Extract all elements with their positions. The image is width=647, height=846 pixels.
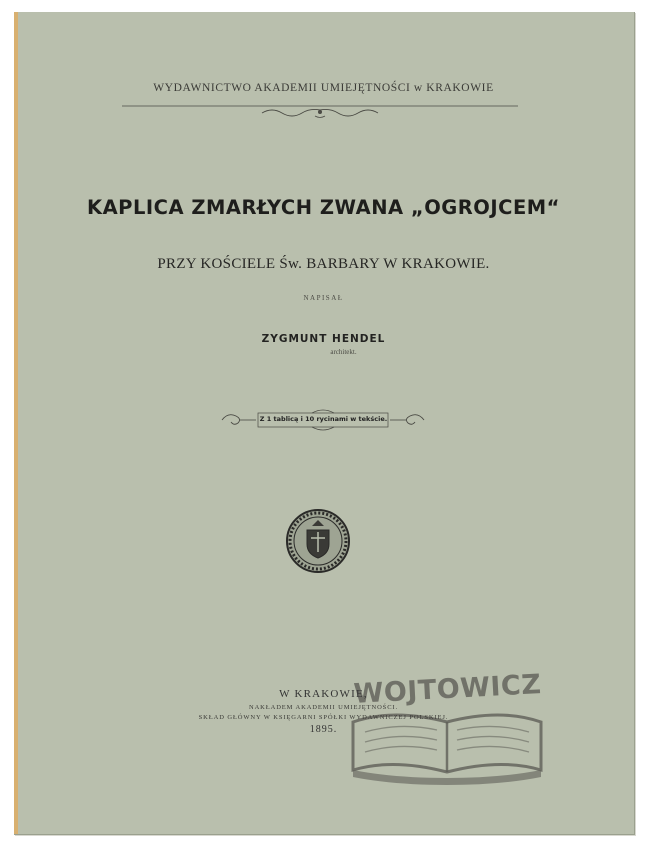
book-subtitle: PRZY KOŚCIELE Św. BARBARY W KRAKOWIE.: [157, 256, 490, 272]
imprint-distributor: SKŁAD GŁÓWNY W KSIĘGARNI SPÓŁKI WYDAWNICZEJ POLSKIEJ.: [198, 714, 449, 721]
imprint-publisher: NAKŁADEM AKADEMII UMIEJĘTNOŚCI.: [248, 704, 399, 711]
author-intro: NAPISAŁ: [303, 294, 344, 302]
publisher-line: WYDAWNICTWO AKADEMII UMIEJĘTNOŚCI w KRAKOWIE: [153, 82, 494, 94]
book-title: KAPLICA ZMARŁYCH ZWANA „OGROJCEM“: [86, 196, 560, 219]
imprint-year: 1895.: [309, 724, 338, 735]
academy-seal-icon: [285, 508, 351, 574]
ornamental-rule-icon: [122, 103, 518, 119]
ownership-stamp: WOJTOWICZ: [352, 669, 543, 710]
imprint-city: W KRAKOWIE,: [279, 688, 368, 700]
author-role: architekt.: [330, 348, 357, 356]
author-name: ZYGMUNT HENDEL: [261, 333, 386, 345]
illustrations-note: Z 1 tablicą i 10 rycinami w tekście.: [259, 415, 388, 423]
